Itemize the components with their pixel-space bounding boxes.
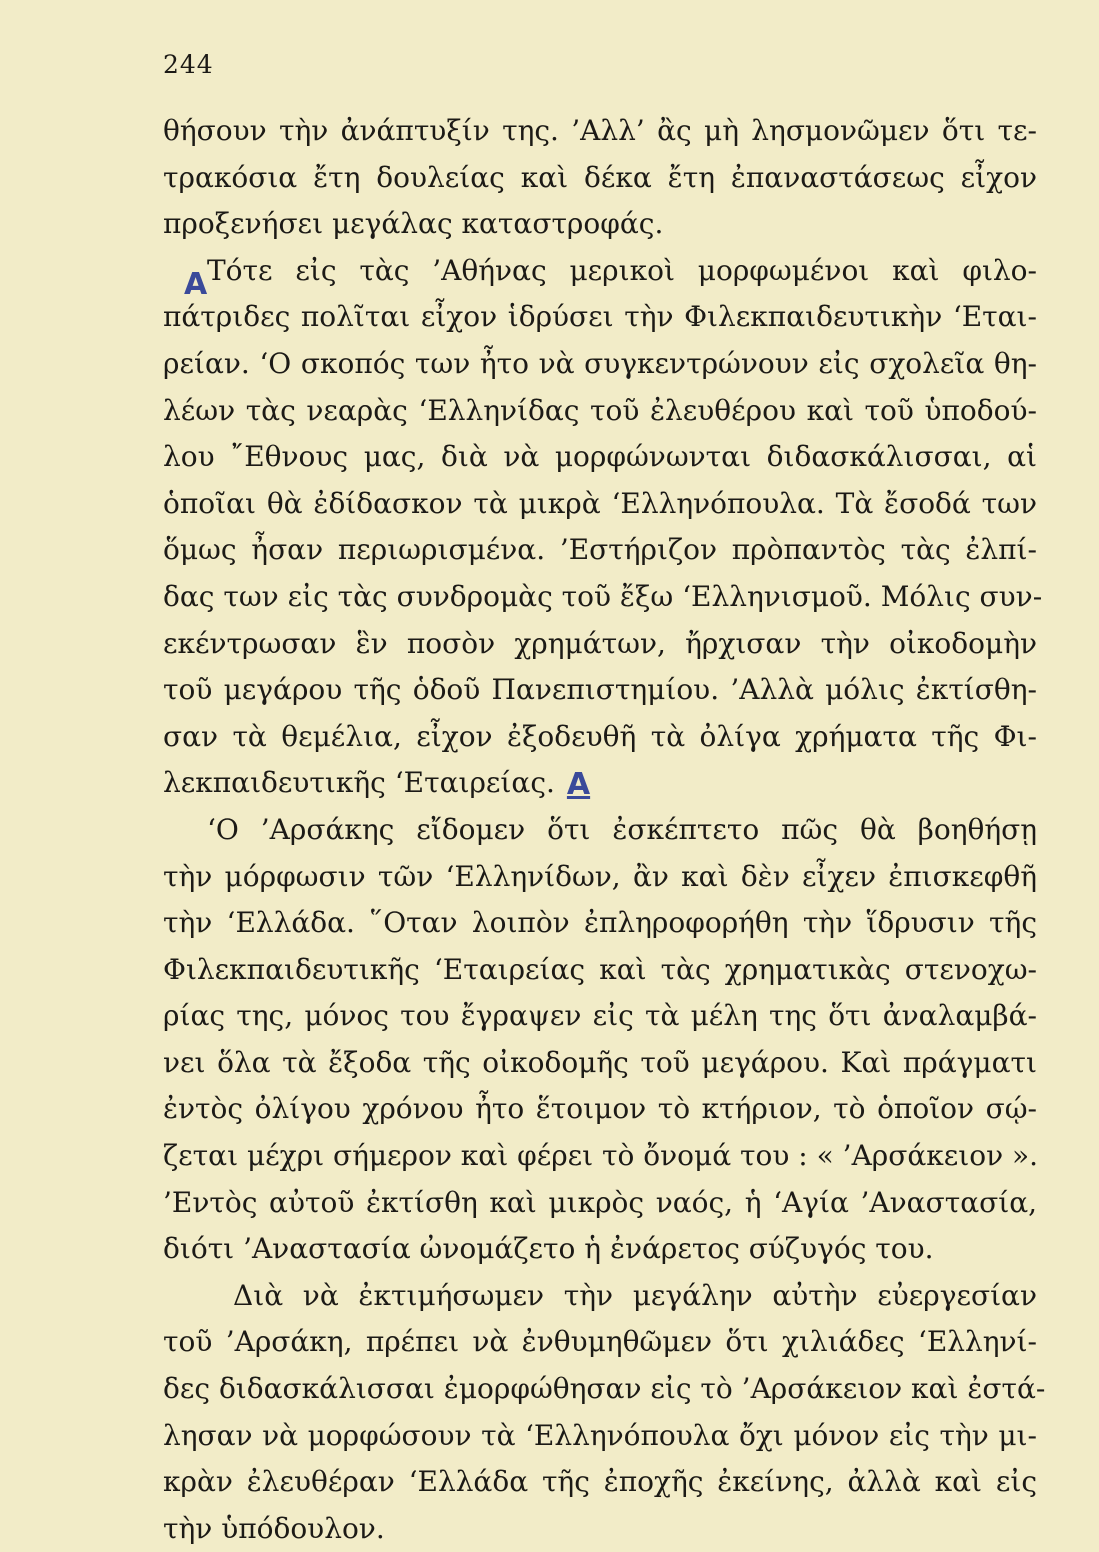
text-line: ρίας της, μόνος του ἔγραψεν εἰς τὰ μέλη της ὅτι ἀναλαμβά-: [163, 999, 1037, 1033]
text-line: Τότε εἰς τὰς ’Αθήνας μερικοὶ μορφωμένοι καὶ φιλο-: [207, 253, 1037, 287]
text-line: Φιλεκπαιδευτικῆς ‘Εταιρείας καὶ τὰς χρηματικὰς στενοχω-: [163, 952, 1037, 986]
body-text: [163, 108, 1046, 1552]
text-line: εκέντρωσαν ἓν ποσὸν χρημάτων, ἤρχισαν τὴν οἰκοδομὴν: [163, 626, 1037, 660]
text-line: ζεται μέχρι σήμερον καὶ φέρει τὸ ὄνομά του : « ’Αρσάκειον ».: [163, 1139, 1039, 1173]
text-line: ὅμως ἦσαν περιωρισμένα. ’Εστήριζον πρὸπαντὸς τὰς ἐλπί-: [163, 533, 1037, 567]
text-line: ἐντὸς ὀλίγου χρόνου ἦτο ἕτοιμον τὸ κτήριον, τὸ ὁποῖον σῴ-: [163, 1092, 1037, 1126]
text-line: ὁποῖαι θὰ ἐδίδασκον τὰ μικρὰ ‘Ελληνόπουλα. Τὰ ἔσοδά των: [163, 486, 1037, 520]
text-line: κρὰν ἐλευθέραν ‘Ελλάδα τῆς ἐποχῆς ἐκείνης, ἀλλὰ καὶ εἰς: [163, 1465, 1037, 1499]
text-line: τὴν ὑπόδουλον.: [163, 1511, 385, 1545]
page-number: 244: [163, 50, 214, 79]
paragraph-mark-end: Α: [566, 767, 591, 803]
text-line: σαν τὰ θεμέλια, εἶχον ἐξοδευθῆ τὰ ὀλίγα χρήματα τῆς Φι-: [163, 719, 1037, 753]
text-line: δας των εἰς τὰς συνδρομὰς τοῦ ἔξω ‘Ελληνισμοῦ. Μόλις συν-: [163, 579, 1043, 613]
text-line: προξενήσει μεγάλας καταστροφάς.: [163, 207, 664, 241]
text-line: λησαν νὰ μορφώσουν τὰ ‘Ελληνόπουλα ὄχι μόνον εἰς τὴν μι-: [163, 1418, 1037, 1452]
text-line: τὴν μόρφωσιν τῶν ‘Ελληνίδων, ἂν καὶ δὲν εἶχεν ἐπισκεφθῆ: [163, 859, 1037, 893]
text-line: διότι ’Αναστασία ὠνομάζετο ἡ ἐνάρετος σύζυγός του.: [163, 1232, 934, 1266]
text-line: ’Εντὸς αὐτοῦ ἐκτίσθη καὶ μικρὸς ναός, ἡ ‘Αγία ’Αναστασία,: [163, 1185, 1037, 1219]
text-line: ‘Ο ’Αρσάκης εἴδομεν ὅτι ἐσκέπτετο πῶς θὰ βοηθήσῃ: [207, 812, 1037, 846]
text-line: ρείαν. ‘Ο σκοπός των ἦτο νὰ συγκεντρώνουν εἰς σχολεῖα θη-: [163, 346, 1037, 380]
text-line: δες διδασκάλισσαι ἐμορφώθησαν εἰς τὸ ’Αρσάκειον καὶ ἐστά-: [163, 1372, 1046, 1406]
text-line: λεκπαιδευτικῆς ‘Εταιρείας.: [163, 766, 555, 800]
text-line: τρακόσια ἔτη δουλείας καὶ δέκα ἔτη ἐπαναστάσεως εἶχον: [163, 160, 1037, 194]
text-line: θήσουν τὴν ἀνάπτυξίν της. ’Αλλ’ ἂς μὴ λησμονῶμεν ὅτι τε-: [163, 114, 1037, 147]
text-line: λέων τὰς νεαρὰς ‘Ελληνίδας τοῦ ἐλευθέρου καὶ τοῦ ὑποδού-: [163, 393, 1037, 427]
paragraph-mark-start: Α: [184, 267, 208, 302]
text-line-with-mark: [163, 760, 1037, 807]
text-line: τὴν ‘Ελλάδα. ῞Οταν λοιπὸν ἐπληροφορήθη τὴν ἵδρυσιν τῆς: [163, 906, 1037, 940]
text-line: τοῦ μεγάρου τῆς ὁδοῦ Πανεπιστημίου. ’Αλλὰ μόλις ἐκτίσθη-: [163, 673, 1037, 707]
text-line: τοῦ ’Αρσάκη, πρέπει νὰ ἐνθυμηθῶμεν ὅτι χιλιάδες ‘Ελληνί-: [163, 1325, 1037, 1359]
text-line: Διὰ νὰ ἐκτιμήσωμεν τὴν μεγάλην αὐτὴν εὐεργεσίαν: [233, 1278, 1037, 1312]
text-line: νει ὅλα τὰ ἔξοδα τῆς οἰκοδομῆς τοῦ μεγάρου. Καὶ πράγματι: [163, 1045, 1037, 1079]
text-line: πάτριδες πολῖται εἶχον ἱδρύσει τὴν Φιλεκπαιδευτικὴν ‘Εται-: [163, 300, 1037, 334]
text-line: λου ῎Εθνους μας, διὰ νὰ μορφώνωνται διδασκάλισσαι, αἱ: [163, 440, 1037, 474]
